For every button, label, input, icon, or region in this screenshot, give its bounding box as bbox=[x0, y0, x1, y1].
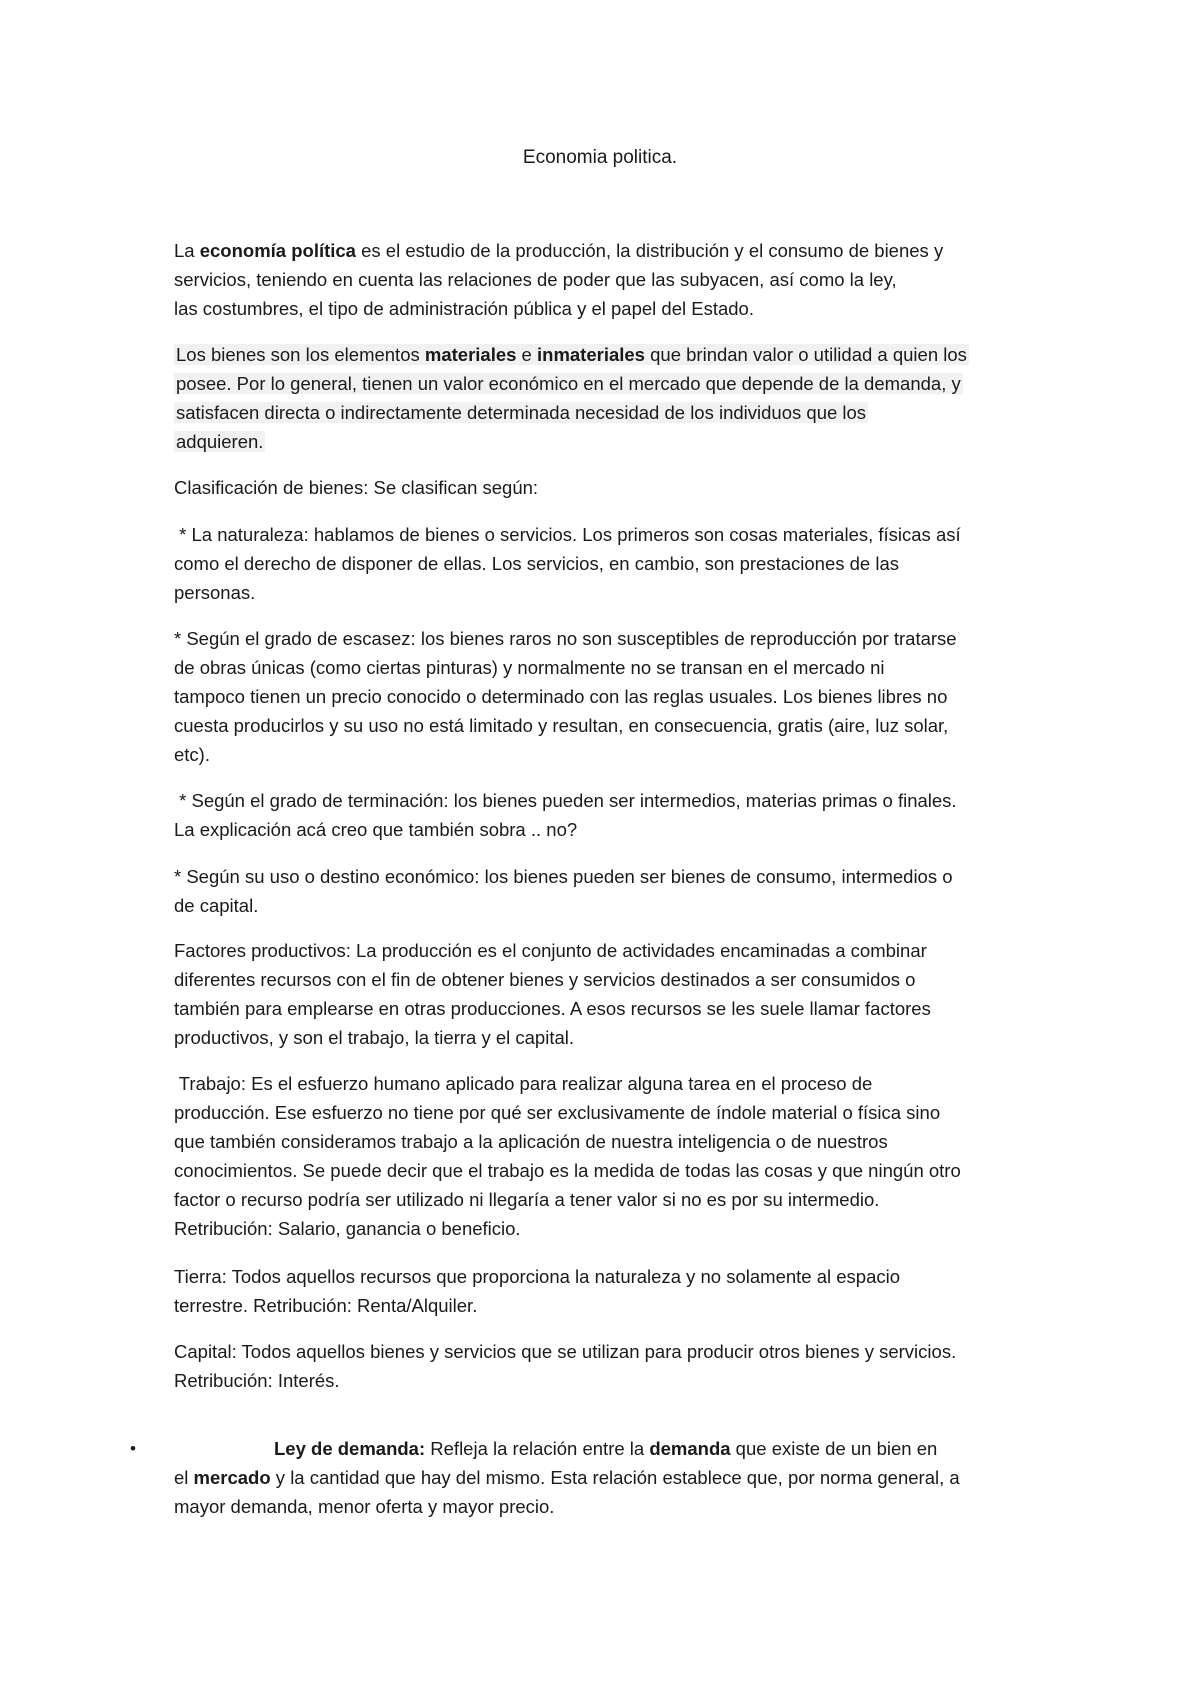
intro-line-1: La economía política es el estudio de la producción, la distribución y el consumo de bienes y bbox=[174, 240, 944, 261]
bienes-line-3: satisfacen directa o indirectamente determinada necesidad de los individuos que los bbox=[176, 402, 867, 423]
term-economia-politica: economía política bbox=[199, 240, 356, 261]
ley-demanda-paragraph bbox=[174, 1434, 1054, 1521]
term-ley-de-demanda: Ley de demanda: bbox=[274, 1438, 426, 1459]
intro-line-2: servicios, teniendo en cuenta las relaciones de poder que las subyacen, así como la ley, bbox=[174, 269, 897, 290]
trabajo-paragraph: Trabajo: Es el esfuerzo humano aplicado para realizar alguna tarea en el proceso de producción. Ese esfuerzo no tiene por qué ser exclusivamente de índole material o física sino que también consideramos trabajo a la aplicación de nuestra inteligencia o de nuestros conocimientos. Se puede decir que el trabajo es la medida de todas las cosas y que ningún otro factor o recurso podría ser utilizado ni llegaría a tener valor si no es por su intermedio. Retribución: Salario, ganancia o beneficio. bbox=[174, 1073, 961, 1239]
term-mercado: mercado bbox=[193, 1467, 271, 1488]
bullet-icon: • bbox=[130, 1439, 136, 1458]
terminacion-paragraph: * Según el grado de terminación: los bienes pueden ser intermedios, materias primas o finales. La explicación acá creo que también sobra .. no? bbox=[174, 790, 957, 840]
naturaleza-paragraph: * La naturaleza: hablamos de bienes o servicios. Los primeros son cosas materiales, físicas así como el derecho de disponer de ellas. Los servicios, en cambio, son prestaciones de las personas. bbox=[174, 524, 961, 603]
term-materiales: materiales bbox=[424, 344, 517, 365]
intro-paragraph bbox=[174, 236, 1054, 323]
bienes-line-2: posee. Por lo general, tienen un valor económico en el mercado que depende de la demanda, y bbox=[176, 373, 961, 394]
ley-line-3: mayor demanda, menor oferta y mayor precio. bbox=[174, 1496, 555, 1517]
capital-paragraph: Capital: Todos aquellos bienes y servicios que se utilizan para producir otros bienes y servicios. Retribución: Interés. bbox=[174, 1341, 957, 1391]
bienes-line-1: Los bienes son los elementos materiales e inmateriales que brindan valor o utilidad a quien los bbox=[176, 344, 967, 365]
bienes-line-4: adquieren. bbox=[176, 431, 264, 452]
term-inmateriales: inmateriales bbox=[537, 344, 645, 365]
intro-line-3: las costumbres, el tipo de administración pública y el papel del Estado. bbox=[174, 298, 754, 319]
ley-line-2: el mercado y la cantidad que hay del mismo. Esta relación establece que, por norma general, a bbox=[174, 1467, 960, 1488]
page-title: Economia politica. bbox=[522, 147, 678, 168]
term-demanda: demanda bbox=[649, 1438, 731, 1459]
clasificacion-heading: Clasificación de bienes: Se clasifican según: bbox=[174, 477, 539, 498]
bienes-paragraph bbox=[174, 340, 1054, 456]
ley-line-1: Ley de demanda: Refleja la relación entre la demanda que existe de un bien en bbox=[274, 1438, 938, 1459]
factores-paragraph: Factores productivos: La producción es el conjunto de actividades encaminadas a combinar diferentes recursos con el fin de obtener bienes y servicios destinados a ser consumidos o también para emplearse en otras producciones. A esos recursos se les suele llamar factores productivos, y son el trabajo, la tierra y el capital. bbox=[174, 940, 931, 1048]
tierra-paragraph: Tierra: Todos aquellos recursos que proporciona la naturaleza y no solamente al espacio terrestre. Retribución: Renta/Alquiler. bbox=[174, 1266, 901, 1316]
escasez-paragraph: * Según el grado de escasez: los bienes raros no son susceptibles de reproducción por tratarse de obras únicas (como ciertas pinturas) y normalmente no se transan en el mercado ni tampoco tienen un precio conocido o determinado con las reglas usuales. Los bienes libres no cuesta producirlos y su uso no está limitado y resultan, en consecuencia, gratis (aire, luz solar, etc). bbox=[174, 628, 957, 765]
uso-paragraph: * Según su uso o destino económico: los bienes pueden ser bienes de consumo, intermedios o de capital. bbox=[174, 866, 953, 916]
